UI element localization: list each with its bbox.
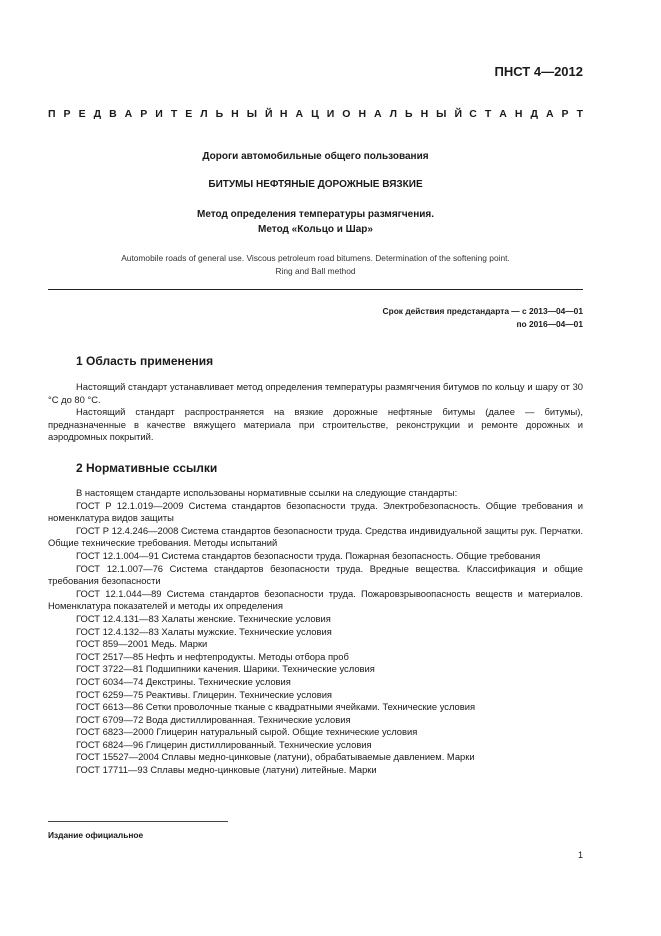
reference-item: ГОСТ 859—2001 Медь. Марки xyxy=(76,638,208,650)
banner-word-1: П Р Е Д В А Р И Т Е Л Ь Н Ы Й xyxy=(48,108,273,120)
title-road-category: Дороги автомобильные общего пользования xyxy=(202,151,429,162)
reference-item: ГОСТ 6824—96 Глицерин дистиллированный. Технические условия xyxy=(76,738,372,750)
reference-item: ГОСТ 6613—86 Сетки проволочные тканые с квадратными ячейками. Технические условия xyxy=(76,701,476,713)
header-divider xyxy=(48,289,583,290)
english-title-line1: Automobile roads of general use. Viscous petroleum road bitumens. Determination of the softening point. xyxy=(121,253,510,263)
section2-title: 2 Нормативные ссылки xyxy=(76,461,218,475)
banner-word-3: С Т А Н Д А Р Т xyxy=(469,108,583,120)
reference-item: ГОСТ 3722—81 Подшипники качения. Шарики. Технические условия xyxy=(76,663,375,675)
reference-item: ГОСТ 12.4.131—83 Халаты женские. Технические условия xyxy=(76,612,331,624)
title-method-line1: Метод определения температуры размягчения. xyxy=(196,209,435,220)
reference-item: ГОСТ Р 12.1.019—2009 Система стандартов безопасности труда. Электробезопасность. Общие требования и номенклатура видов защиты xyxy=(48,499,583,524)
paragraph: Настоящий стандарт распространяется на вязкие дорожные нефтяные битумы (далее — битумы), предназначенные в качестве вяжущего материала при строительстве, реконструкции и ремонте дорожных и аэродромных покрытий. xyxy=(48,406,583,443)
document-code: ПНСТ 4—2012 xyxy=(494,64,583,79)
reference-item: ГОСТ Р 12.4.246—2008 Система стандартов безопасности труда. Средства индивидуальной защиты рук. Перчатки. Общие технические требования. Методы испытаний xyxy=(48,524,583,549)
reference-item: ГОСТ 6709—72 Вода дистиллированная. Технические условия xyxy=(76,713,351,725)
title-method-line2: Метод «Кольцо и Шар» xyxy=(258,224,373,235)
reference-item: ГОСТ 12.1.044—89 Система стандартов безопасности труда. Пожаровзрывоопасность веществ и материалов. Номенклатура показателей и методы их определения xyxy=(48,587,583,612)
reference-item: ГОСТ 6034—74 Декстрины. Технические условия xyxy=(76,675,291,687)
paragraph: В настоящем стандарте использованы нормативные ссылки на следующие стандарты: xyxy=(76,487,458,498)
english-title-line2: Ring and Ball method xyxy=(275,266,356,276)
edition-label: Издание официальное xyxy=(48,830,144,840)
validity-line1: Срок действия предстандарта — с 2013—04—01 xyxy=(382,306,583,316)
banner-word-2: Н А Ц И О Н А Л Ь Н Ы Й xyxy=(279,108,462,120)
reference-item: ГОСТ 15527—2004 Сплавы медно-цинковые (латуни), обрабатываемые давлением. Марки xyxy=(76,751,475,763)
section2-body xyxy=(48,487,583,777)
reference-item: ГОСТ 12.1.007—76 Система стандартов безопасности труда. Вредные вещества. Классификация и общие требования безопасности xyxy=(48,562,583,587)
reference-item: ГОСТ 12.4.132—83 Халаты мужские. Технические условия xyxy=(76,625,332,637)
validity-period xyxy=(383,305,583,331)
validity-line2: по 2016—04—01 xyxy=(516,319,583,329)
page-number: 1 xyxy=(577,850,583,860)
reference-item: ГОСТ 17711—93 Сплавы медно-цинковые (латуни) литейные. Марки xyxy=(76,764,377,776)
reference-item: ГОСТ 6259—75 Реактивы. Глицерин. Технические условия xyxy=(76,688,333,700)
english-title xyxy=(48,252,583,278)
title-method xyxy=(48,207,583,237)
title-main: БИТУМЫ НЕФТЯНЫЕ ДОРОЖНЫЕ ВЯЗКИЕ xyxy=(208,179,423,190)
section1-body xyxy=(48,381,583,444)
reference-item: ГОСТ 12.1.004—91 Система стандартов безопасности труда. Пожарная безопасность. Общие требования xyxy=(76,549,541,561)
footer-divider xyxy=(48,821,228,822)
reference-item: ГОСТ 6823—2000 Глицерин натуральный сырой. Общие технические условия xyxy=(76,726,418,738)
section1-title: 1 Область применения xyxy=(76,354,214,368)
paragraph: Настоящий стандарт устанавливает метод определения температуры размягчения битумов по кольцу и шару от 30 °С до 80 °С. xyxy=(48,381,583,405)
reference-item: ГОСТ 2517—85 Нефть и нефтепродукты. Методы отбора проб xyxy=(76,650,349,662)
standard-banner xyxy=(48,108,583,120)
